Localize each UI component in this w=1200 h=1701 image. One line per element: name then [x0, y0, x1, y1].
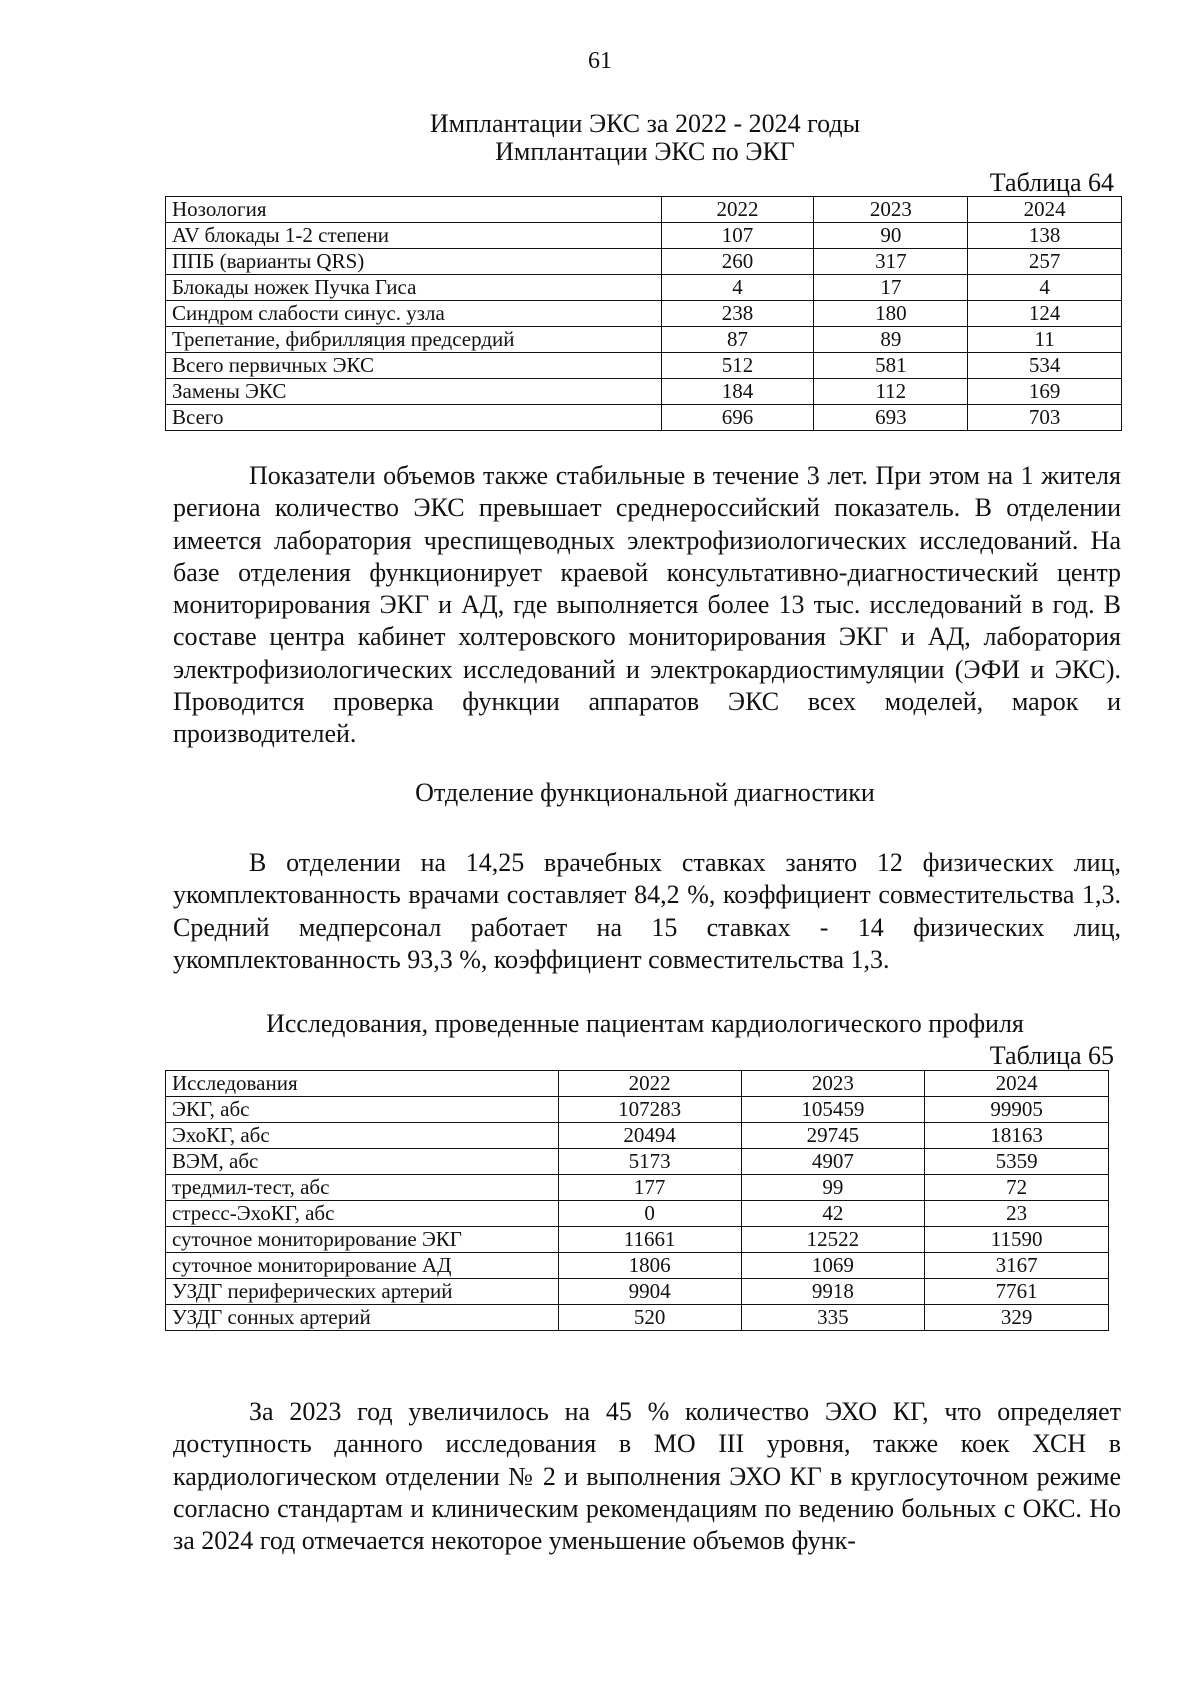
value-cell: 4: [968, 275, 1122, 301]
value-cell: 257: [968, 249, 1122, 275]
value-cell: 184: [661, 379, 814, 405]
table-row: [166, 1097, 1109, 1123]
value-cell: 520: [558, 1305, 741, 1331]
value-cell: 105459: [741, 1097, 925, 1123]
table-row: [166, 1175, 1109, 1201]
value-cell: 581: [814, 353, 968, 379]
value-cell: 138: [968, 223, 1122, 249]
value-cell: 42: [741, 1201, 925, 1227]
value-cell: 18163: [925, 1123, 1109, 1149]
value-cell: 11661: [558, 1227, 741, 1253]
value-cell: 90: [814, 223, 968, 249]
value-cell: 11590: [925, 1227, 1109, 1253]
value-cell: 703: [968, 405, 1122, 431]
table-64-title-line1: Имплантации ЭКС за 2022 - 2024 годы: [429, 109, 861, 138]
table-65: [165, 1070, 1109, 1331]
table-row: [166, 249, 1122, 275]
value-cell: 5173: [558, 1149, 741, 1175]
section-heading-functional-diagnostics: Отделение функциональной диагностики: [415, 778, 875, 807]
table-row: [166, 1201, 1109, 1227]
table-row: [166, 379, 1122, 405]
table-row: [166, 1123, 1109, 1149]
value-cell: 99: [741, 1175, 925, 1201]
value-cell: 87: [661, 327, 814, 353]
row-label-cell: Всего: [166, 405, 662, 431]
table-64: [165, 196, 1122, 431]
row-label-cell: тредмил-тест, абс: [166, 1175, 559, 1201]
value-cell: 693: [814, 405, 968, 431]
table-row: [166, 405, 1122, 431]
value-cell: 169: [968, 379, 1122, 405]
row-label-cell: Блокады ножек Пучка Гиса: [166, 275, 662, 301]
year-header-cell: 2024: [968, 197, 1122, 223]
value-cell: 7761: [925, 1279, 1109, 1305]
row-label-cell: ЭхоКГ, абс: [166, 1123, 559, 1149]
row-label-cell: стресс-ЭхоКГ, абс: [166, 1201, 559, 1227]
value-cell: 335: [741, 1305, 925, 1331]
paragraph-pacemakers: Показатели объемов также стабильные в течение 3 лет. При этом на 1 жителя региона количество ЭКС превышает среднероссийский показатель. В отделении имеется лаборатория чреспищеводных электрофизиологических исследований. На базе отделения функционирует краевой консультативно-диагностический центр мониторирования ЭКГ и АД, где выполняется более 13 тыс. исследований в год. В составе центра кабинет холтеровского мониторирования ЭКГ и АД, лаборатория электрофизиологических исследований и электрокардиостимуляции (ЭФИ и ЭКС). Проводится проверка функции аппаратов ЭКС всех моделей, марок и производителей.: [173, 461, 1121, 749]
value-cell: 238: [661, 301, 814, 327]
value-cell: 23: [925, 1201, 1109, 1227]
row-label-cell: Трепетание, фибрилляция предсердий: [166, 327, 662, 353]
table-65-label: Таблица 65: [989, 1041, 1114, 1070]
table-64-label: Таблица 64: [989, 168, 1114, 197]
table-header-row: [166, 197, 1122, 223]
row-label-cell: Замены ЭКС: [166, 379, 662, 405]
value-cell: 512: [661, 353, 814, 379]
row-label-cell: ВЭМ, абс: [166, 1149, 559, 1175]
year-header-cell: 2023: [814, 197, 968, 223]
value-cell: 29745: [741, 1123, 925, 1149]
value-cell: 99905: [925, 1097, 1109, 1123]
table-65-title: Исследования, проведенные пациентам кардиологического профиля: [266, 1009, 1024, 1038]
year-header-cell: 2022: [661, 197, 814, 223]
value-cell: 177: [558, 1175, 741, 1201]
value-cell: 17: [814, 275, 968, 301]
value-cell: 1806: [558, 1253, 741, 1279]
value-cell: 72: [925, 1175, 1109, 1201]
row-label-cell: суточное мониторирование АД: [166, 1253, 559, 1279]
value-cell: 124: [968, 301, 1122, 327]
value-cell: 107: [661, 223, 814, 249]
year-header-cell: 2024: [925, 1071, 1109, 1097]
table-64-title-line2: Имплантации ЭКС по ЭКГ: [495, 137, 795, 166]
value-cell: 5359: [925, 1149, 1109, 1175]
value-cell: 9918: [741, 1279, 925, 1305]
row-label-cell: Всего первичных ЭКС: [166, 353, 662, 379]
value-cell: 3167: [925, 1253, 1109, 1279]
table-row: [166, 1305, 1109, 1331]
row-label-cell: ЭКГ, абс: [166, 1097, 559, 1123]
row-label-cell: суточное мониторирование ЭКГ: [166, 1227, 559, 1253]
value-cell: 4907: [741, 1149, 925, 1175]
table-row: [166, 275, 1122, 301]
value-cell: 112: [814, 379, 968, 405]
value-cell: 11: [968, 327, 1122, 353]
header-cell: Нозология: [166, 197, 662, 223]
value-cell: 317: [814, 249, 968, 275]
paragraph-staffing: В отделении на 14,25 врачебных ставках занято 12 физических лиц, укомплектованность врачами составляет 84,2 %, коэффициент совместительства 1,3. Средний медперсонал работает на 15 ставках - 14 физических лиц, укомплектованность 93,3 %, коэффициент совместительства 1,3.: [173, 848, 1121, 974]
row-label-cell: Синдром слабости синус. узла: [166, 301, 662, 327]
value-cell: 534: [968, 353, 1122, 379]
page-number: 61: [588, 48, 612, 74]
table-row: [166, 223, 1122, 249]
value-cell: 89: [814, 327, 968, 353]
value-cell: 1069: [741, 1253, 925, 1279]
table-row: [166, 353, 1122, 379]
year-header-cell: 2023: [741, 1071, 925, 1097]
value-cell: 12522: [741, 1227, 925, 1253]
row-label-cell: AV блокады 1-2 степени: [166, 223, 662, 249]
year-header-cell: 2022: [558, 1071, 741, 1097]
table-row: [166, 1253, 1109, 1279]
value-cell: 329: [925, 1305, 1109, 1331]
value-cell: 260: [661, 249, 814, 275]
paragraph-echo-increase: За 2023 год увеличилось на 45 % количество ЭХО КГ, что определяет доступность данного исследования в МО III уровня, также коек ХСН в кардиологическом отделении № 2 и выполнения ЭХО КГ в круглосуточном режиме согласно стандартам и клиническим рекомендациям по ведению больных с ОКС. Но за 2024 год отмечается некоторое уменьшение объемов функ-: [173, 1397, 1121, 1556]
table-row: [166, 1227, 1109, 1253]
value-cell: 20494: [558, 1123, 741, 1149]
row-label-cell: УЗДГ сонных артерий: [166, 1305, 559, 1331]
table-row: [166, 1149, 1109, 1175]
header-cell: Исследования: [166, 1071, 559, 1097]
value-cell: 107283: [558, 1097, 741, 1123]
table-row: [166, 327, 1122, 353]
value-cell: 4: [661, 275, 814, 301]
table-row: [166, 1279, 1109, 1305]
value-cell: 696: [661, 405, 814, 431]
table-row: [166, 301, 1122, 327]
value-cell: 0: [558, 1201, 741, 1227]
table-header-row: [166, 1071, 1109, 1097]
value-cell: 9904: [558, 1279, 741, 1305]
value-cell: 180: [814, 301, 968, 327]
row-label-cell: УЗДГ периферических артерий: [166, 1279, 559, 1305]
row-label-cell: ППБ (варианты QRS): [166, 249, 662, 275]
